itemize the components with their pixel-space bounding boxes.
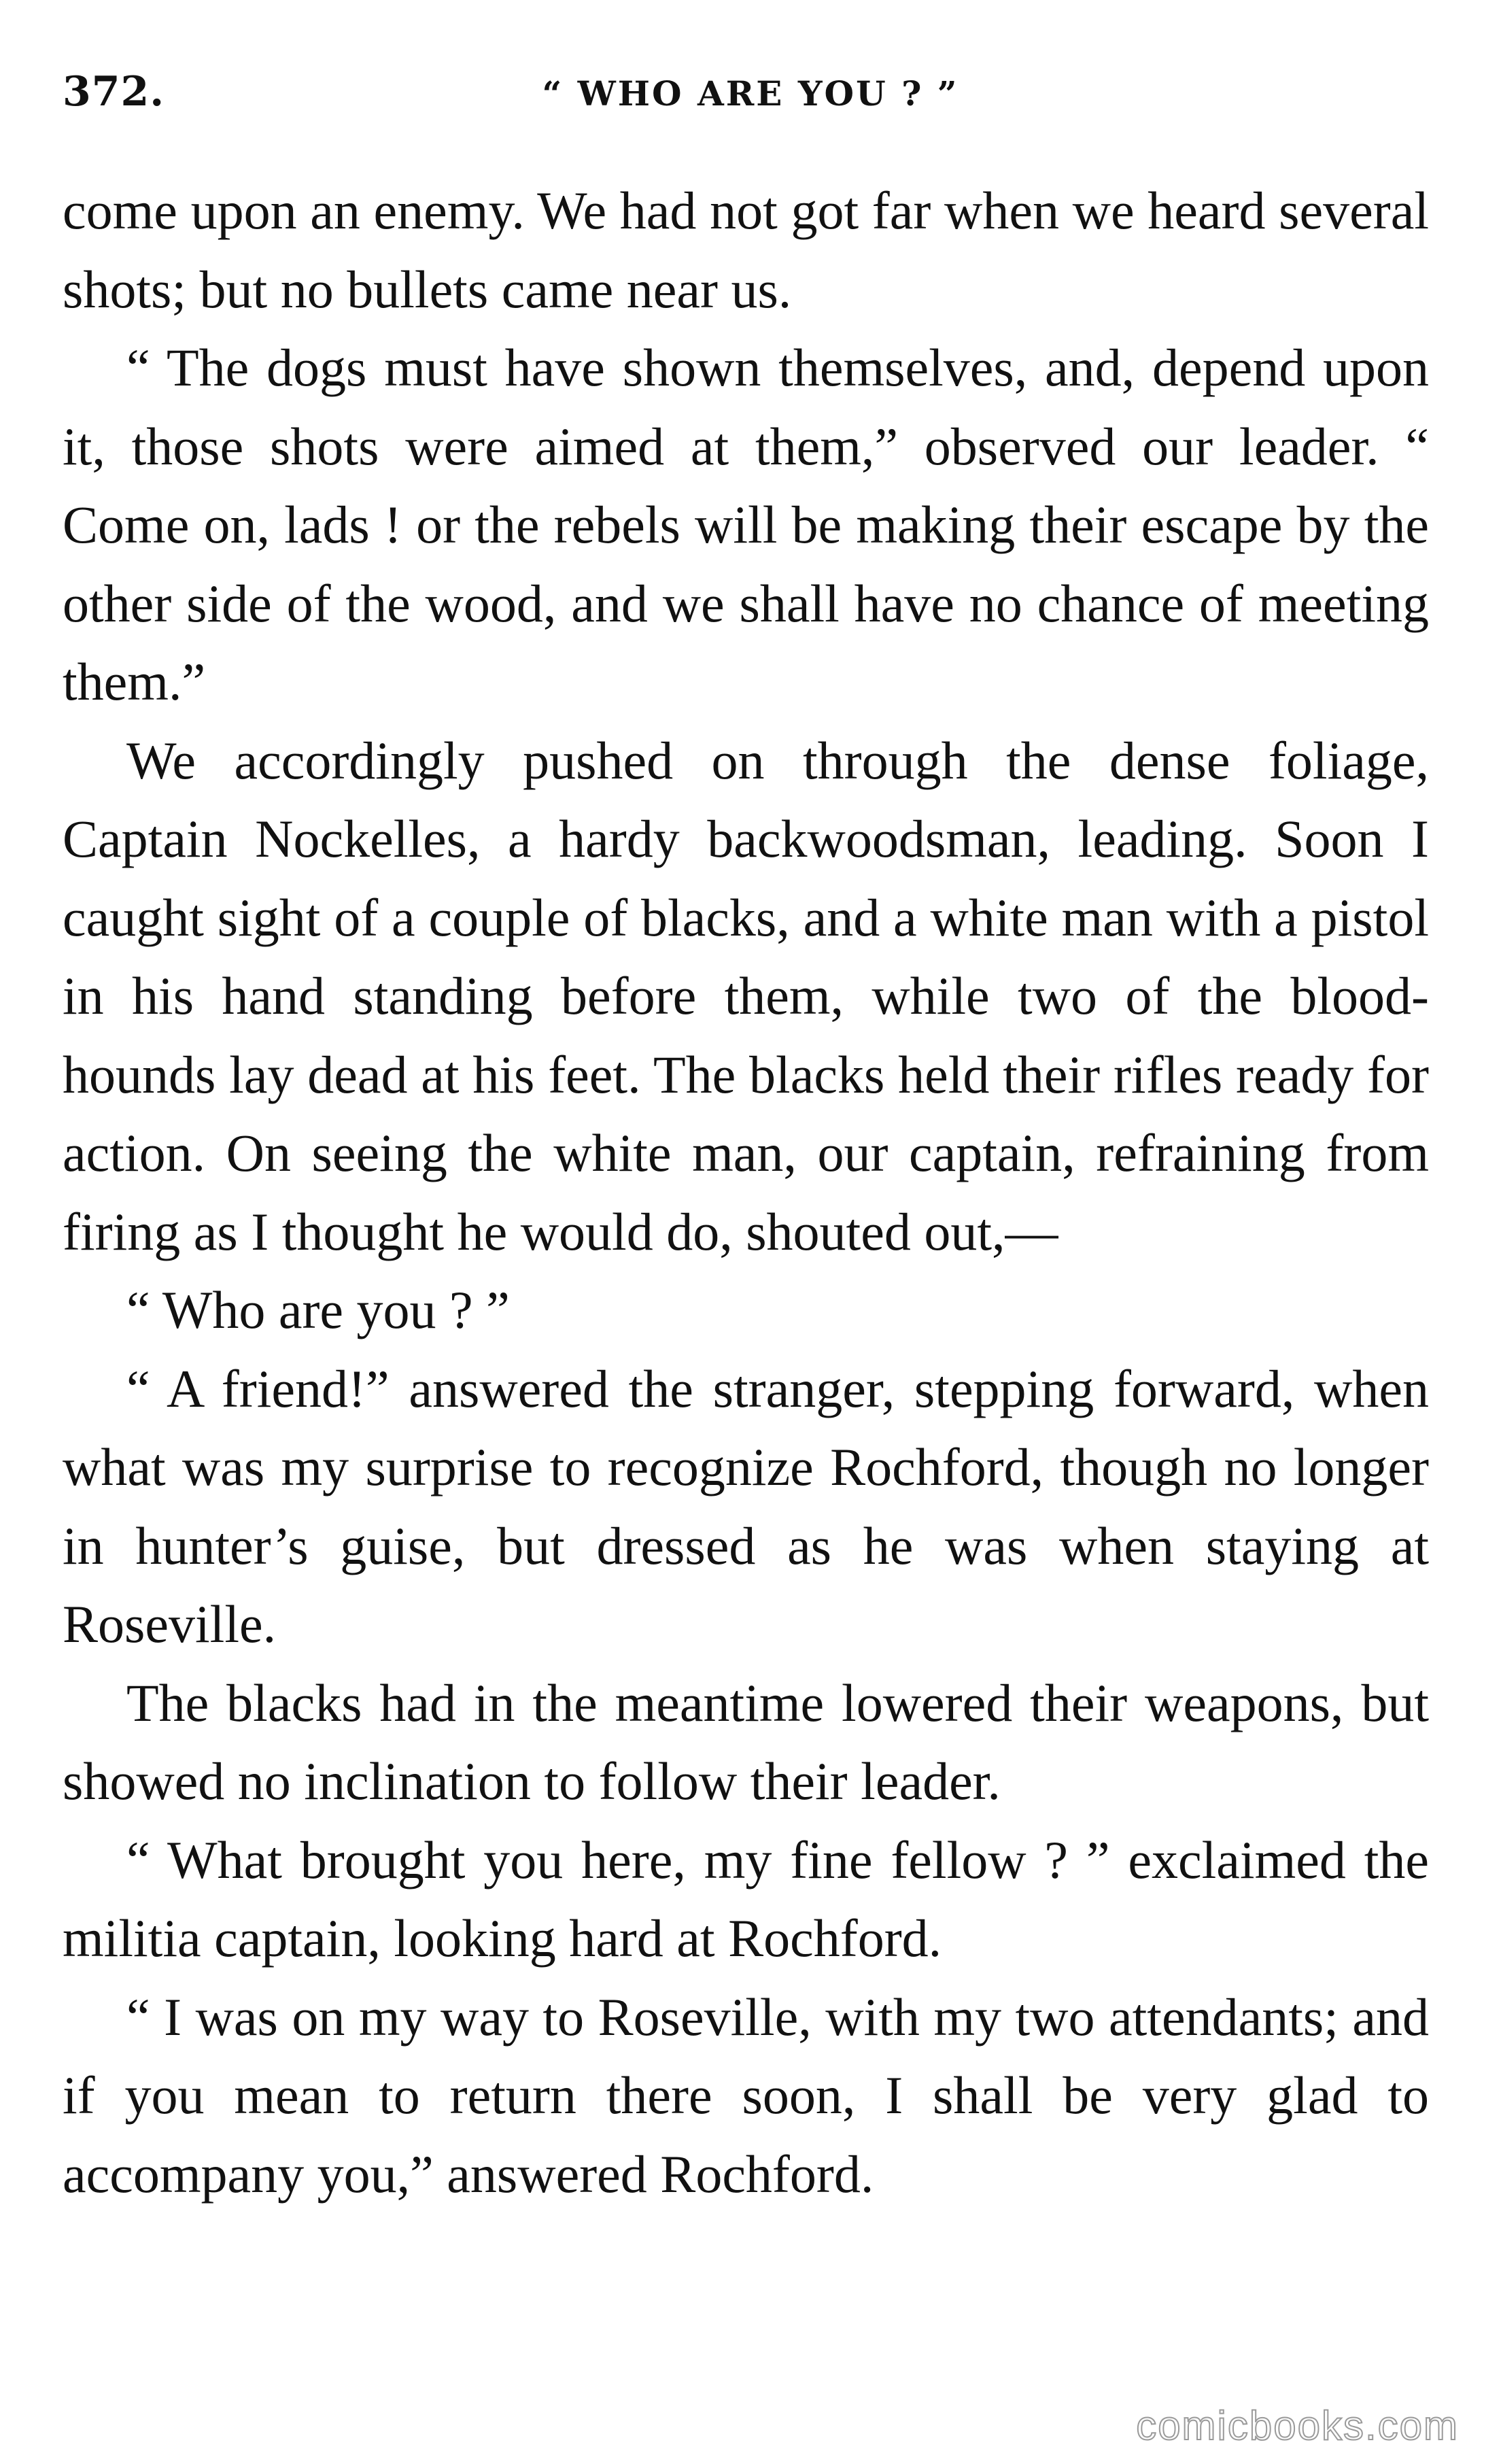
paragraph: “ I was on my way to Roseville, with my two attendants; and if you mean to return there soon, I shall be very glad to accompany you,” answered Rochford. [63,1987,1429,2204]
paragraph: “ The dogs must have shown themselves, and, depend upon it, those shots were aimed at them,” observed our leader. “ Come on, lads ! or the rebels will be making their escape by the other side of the wood, and we shall have no chance of meeting them.” [63,338,1429,711]
body-text [63,171,1429,2213]
paragraph: “ A friend!” answered the stranger, stepping forward, when what was my surprise to recognize Rochford, though no longer in hunter’s guise, but dressed as he was when staying at Roseville. [63,1358,1429,1654]
paragraph: The blacks had in the meantime lowered their weapons, but showed no inclination to follow their leader. [63,1673,1429,1811]
page-header [63,68,1438,129]
paragraph: “ Who are you ? ” [126,1280,510,1339]
watermark-logo: comicbooks.com [1136,2403,1459,2448]
page-number: 372. [63,68,165,116]
paragraph: “ What brought you here, my fine fellow ? ” exclaimed the militia captain, looking hard at Rochford. [63,1830,1429,1968]
paragraph: We accordingly pushed on through the dense foliage, Captain Nockelles, a hardy backwoodsman, leading. Soon I caught sight of a couple of blacks, and a white man with a pistol in his hand standing before them, while two of the blood-hounds lay dead at his feet. The blacks held their rifles ready for action. On seeing the white man, our captain, refraining from firing as I thought he would do, shouted out,— [63,730,1429,1261]
paragraph: come upon an enemy. We had not got far when we heard several shots; but no bullets came near us. [63,181,1429,319]
running-title: “ WHO ARE YOU ? ” [542,73,959,114]
